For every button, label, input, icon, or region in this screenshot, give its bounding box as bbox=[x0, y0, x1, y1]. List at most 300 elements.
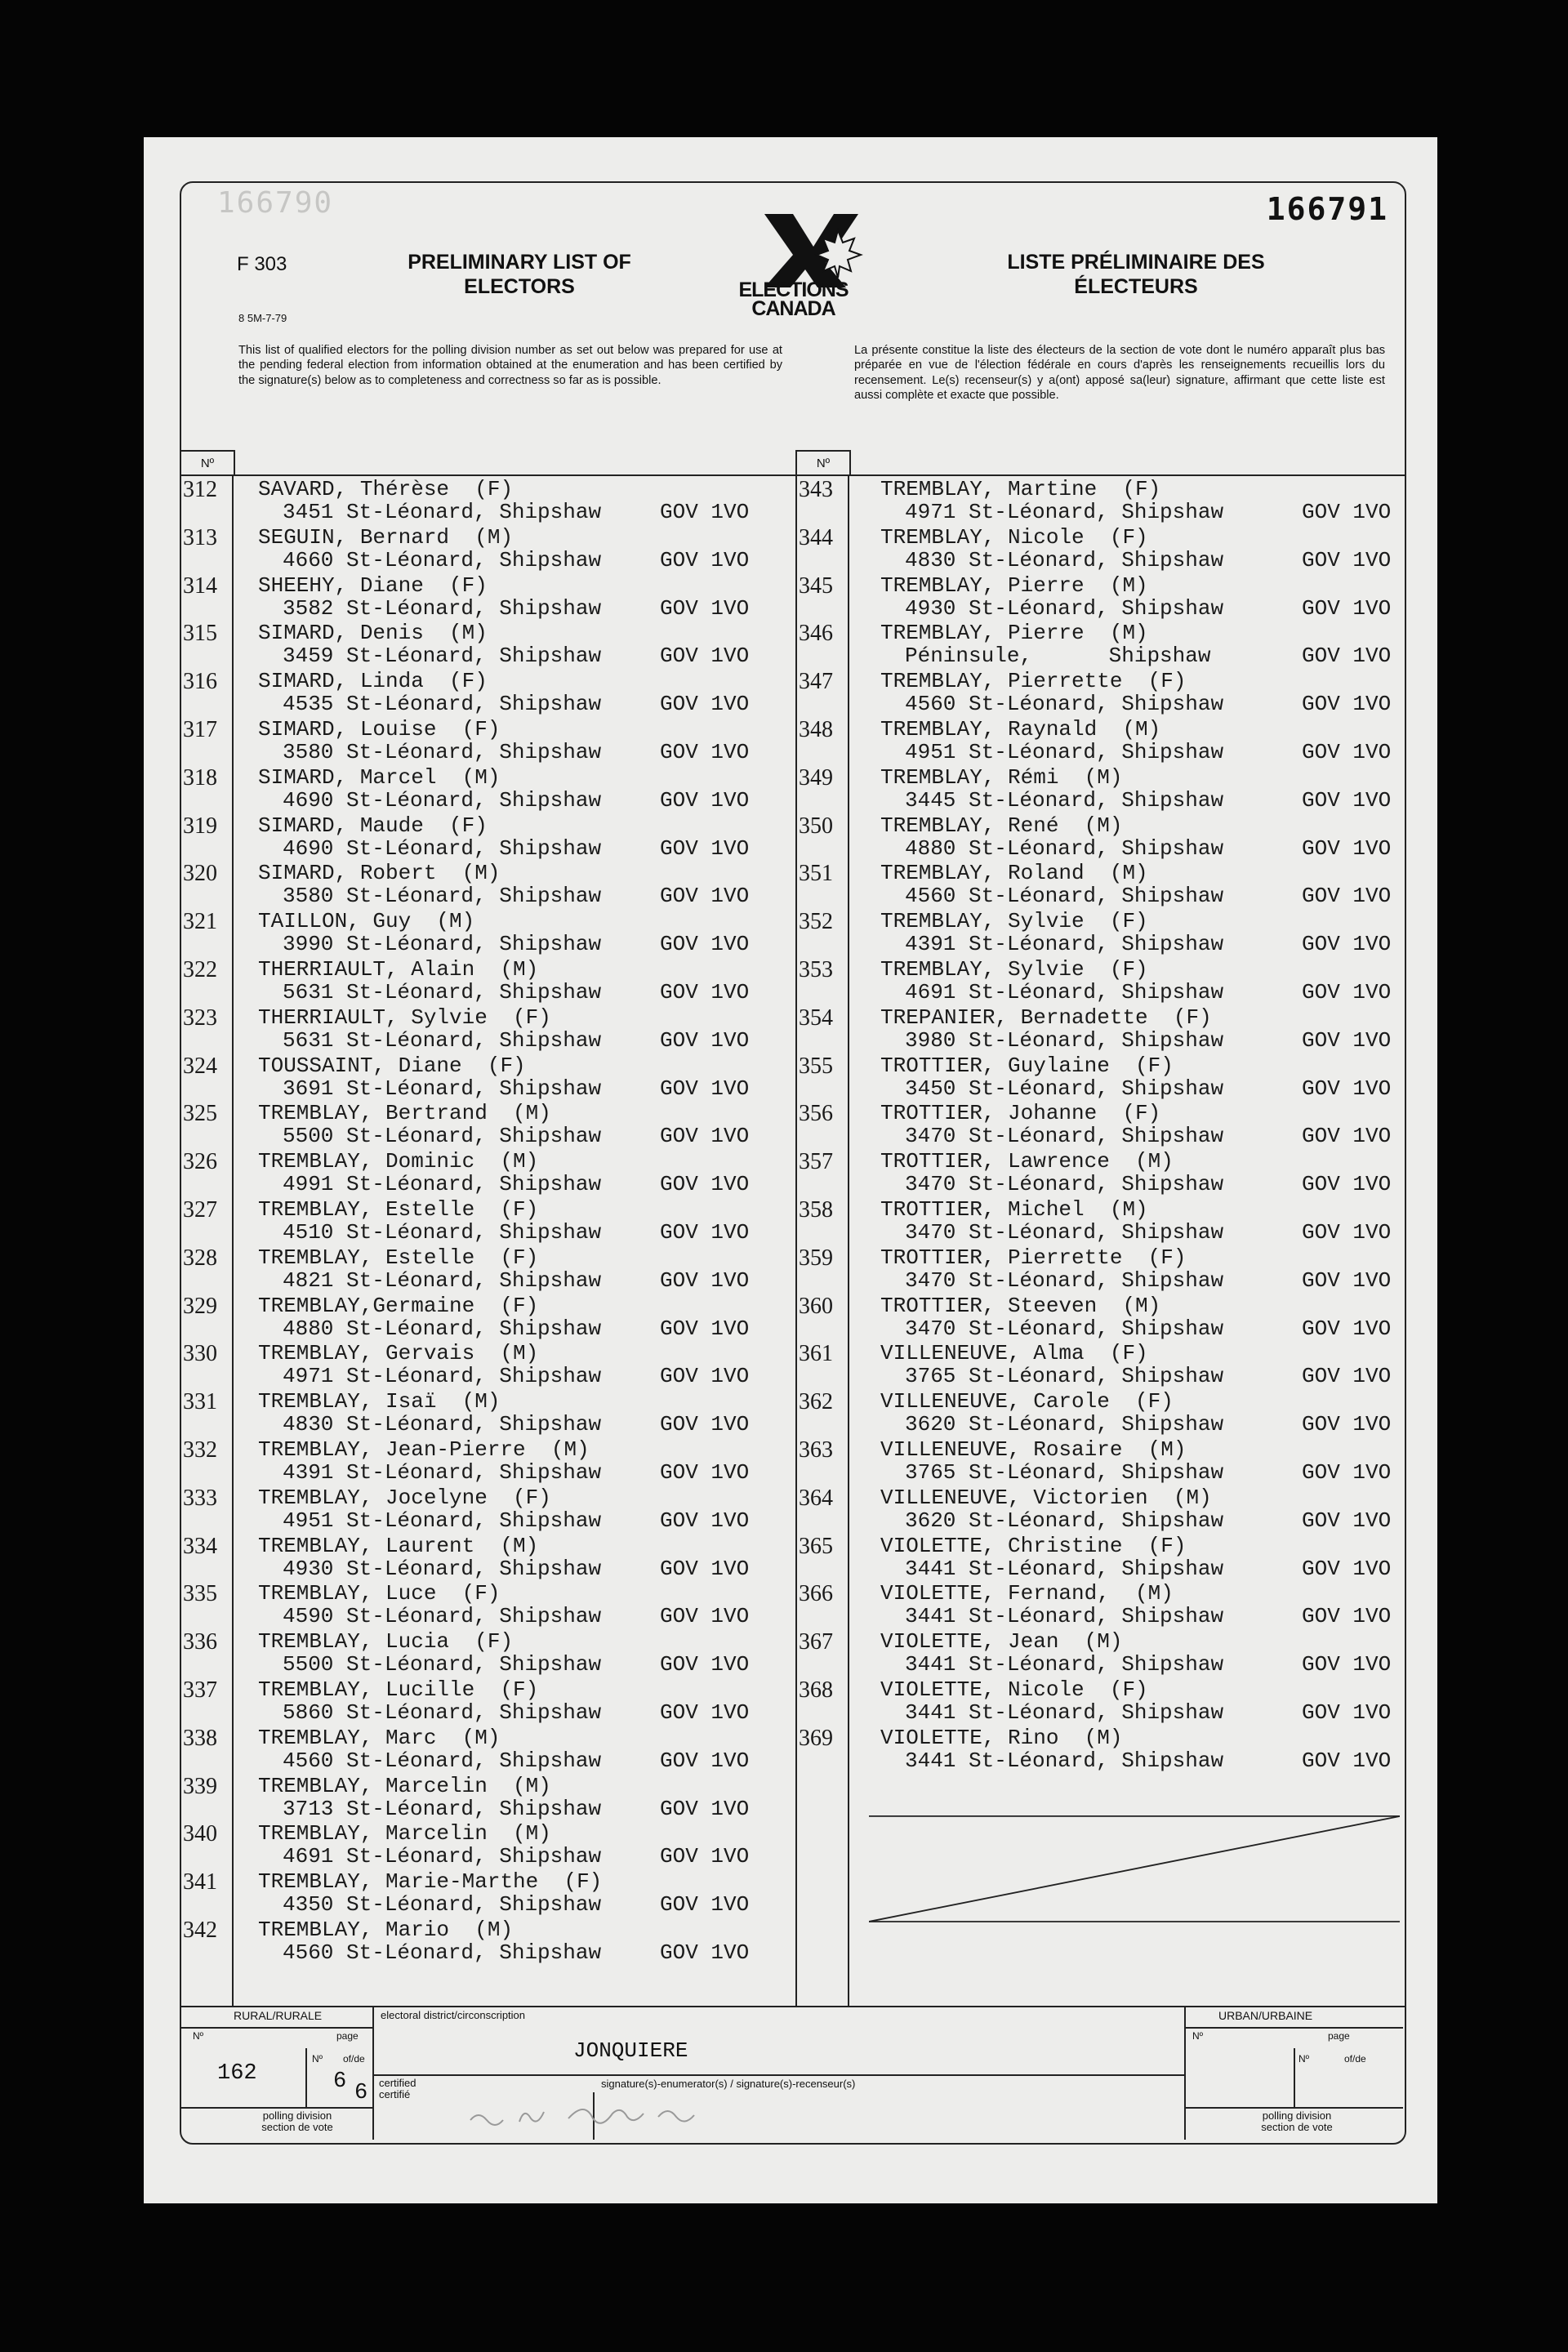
elector-address: 4691 St-Léonard, Shipshaw bbox=[905, 979, 1224, 1004]
elector-postal-code: GOV 1VO bbox=[1302, 1748, 1392, 1773]
elector-number: 324 bbox=[183, 1053, 217, 1079]
elector-address: 3441 St-Léonard, Shipshaw bbox=[905, 1556, 1224, 1581]
elector-entry bbox=[795, 1534, 1400, 1582]
elector-entry bbox=[180, 1245, 784, 1294]
elector-address: 3765 St-Léonard, Shipshaw bbox=[905, 1459, 1224, 1485]
elector-address: 5860 St-Léonard, Shipshaw bbox=[283, 1699, 602, 1725]
elector-entry bbox=[795, 1054, 1400, 1102]
certified-label bbox=[379, 2078, 416, 2100]
elector-postal-code: GOV 1VO bbox=[660, 1652, 750, 1677]
elector-address: 4691 St-Léonard, Shipshaw bbox=[283, 1844, 602, 1869]
elector-number: 335 bbox=[183, 1581, 217, 1607]
logo-wordmark-line1: ELECTIONS bbox=[738, 278, 849, 301]
elector-number: 326 bbox=[183, 1149, 217, 1175]
certified-label-fr: certifié bbox=[379, 2088, 411, 2100]
elector-address: 4590 St-Léonard, Shipshaw bbox=[283, 1604, 602, 1629]
urban-page-no-label: Nº bbox=[1298, 2053, 1310, 2065]
elector-name: VILLENEUVE, Carole (F) bbox=[880, 1389, 1174, 1414]
elector-entry bbox=[795, 717, 1400, 765]
elector-name: TREMBLAY, Roland (M) bbox=[880, 861, 1148, 886]
elector-name: TREMBLAY, Nicole (F) bbox=[880, 524, 1148, 550]
elector-address: 3441 St-Léonard, Shipshaw bbox=[905, 1604, 1224, 1629]
page-total: 6 bbox=[354, 2081, 368, 2105]
elector-number: 330 bbox=[183, 1341, 217, 1367]
elector-number: 352 bbox=[799, 909, 833, 935]
elector-postal-code: GOV 1VO bbox=[1302, 1364, 1392, 1389]
elector-entry bbox=[795, 1245, 1400, 1294]
elector-name: TROTTIER, Michel (M) bbox=[880, 1196, 1148, 1222]
elector-entry bbox=[180, 1821, 784, 1869]
elector-postal-code: GOV 1VO bbox=[660, 1316, 750, 1341]
elector-name: VIOLETTE, Rino (M) bbox=[880, 1725, 1123, 1750]
elector-entry bbox=[795, 669, 1400, 717]
elector-number: 341 bbox=[183, 1869, 217, 1895]
elector-entry bbox=[180, 1918, 784, 1966]
rural-page-no-label: Nº bbox=[312, 2053, 323, 2065]
elector-postal-code: GOV 1VO bbox=[1302, 932, 1392, 957]
elector-entry bbox=[795, 765, 1400, 813]
elector-address: 3470 St-Léonard, Shipshaw bbox=[905, 1172, 1224, 1197]
elector-number: 321 bbox=[183, 909, 217, 935]
elector-number: 348 bbox=[799, 716, 833, 742]
rural-page-label: page bbox=[336, 2030, 359, 2042]
elector-address: 4690 St-Léonard, Shipshaw bbox=[283, 787, 602, 813]
elector-entry bbox=[180, 957, 784, 1005]
elector-entry bbox=[180, 1149, 784, 1197]
elector-number: 312 bbox=[183, 477, 217, 502]
elector-entry bbox=[180, 1774, 784, 1822]
rural-label: RURAL/RURALE bbox=[234, 2009, 323, 2022]
elector-postal-code: GOV 1VO bbox=[660, 1267, 750, 1293]
elector-address: 3620 St-Léonard, Shipshaw bbox=[905, 1412, 1224, 1437]
elector-number: 329 bbox=[183, 1293, 217, 1319]
elector-name: TREMBLAY, Lucia (F) bbox=[258, 1629, 514, 1655]
electors-column-right bbox=[795, 477, 1400, 1774]
elector-number: 351 bbox=[799, 861, 833, 887]
elector-entry bbox=[180, 717, 784, 765]
elector-number: 320 bbox=[183, 861, 217, 887]
rural-divider bbox=[372, 2006, 374, 2140]
elector-postal-code: GOV 1VO bbox=[1302, 1604, 1392, 1629]
elector-number: 332 bbox=[183, 1437, 217, 1463]
elector-number: 325 bbox=[183, 1101, 217, 1127]
elector-name: TREMBLAY, Mario (M) bbox=[258, 1917, 514, 1942]
elector-address: 3441 St-Léonard, Shipshaw bbox=[905, 1652, 1224, 1677]
elector-address: 4660 St-Léonard, Shipshaw bbox=[283, 547, 602, 572]
elector-entry bbox=[795, 909, 1400, 957]
elector-address: 3580 St-Léonard, Shipshaw bbox=[283, 739, 602, 764]
elector-entry bbox=[795, 477, 1400, 525]
elector-name: TREMBLAY, Marcelin (M) bbox=[258, 1773, 551, 1798]
title-french-line2: ÉLECTEURS bbox=[1074, 275, 1198, 298]
elector-postal-code: GOV 1VO bbox=[660, 1459, 750, 1485]
elector-address: 5631 St-Léonard, Shipshaw bbox=[283, 979, 602, 1004]
elector-number: 361 bbox=[799, 1341, 833, 1367]
elector-name: SAVARD, Thérèse (F) bbox=[258, 477, 514, 501]
elector-postal-code: GOV 1VO bbox=[660, 932, 750, 957]
elector-name: TREMBLAY,Germaine (F) bbox=[258, 1293, 539, 1318]
district-rule bbox=[372, 2074, 1184, 2076]
elector-name: TREMBLAY, Martine (F) bbox=[880, 477, 1161, 501]
elector-postal-code: GOV 1VO bbox=[660, 500, 750, 524]
elector-address: 4830 St-Léonard, Shipshaw bbox=[905, 547, 1224, 572]
elector-address: 3691 St-Léonard, Shipshaw bbox=[283, 1076, 602, 1101]
elector-number: 336 bbox=[183, 1629, 217, 1655]
elector-number: 328 bbox=[183, 1245, 217, 1271]
elector-name: SIMARD, Maude (F) bbox=[258, 813, 488, 838]
elector-entry bbox=[795, 1677, 1400, 1726]
elector-number: 340 bbox=[183, 1821, 217, 1847]
elector-address: 3451 St-Léonard, Shipshaw bbox=[283, 500, 602, 524]
elector-postal-code: GOV 1VO bbox=[660, 884, 750, 909]
urban-page-label: page bbox=[1328, 2030, 1350, 2042]
elector-name: TREMBLAY, Luce (F) bbox=[258, 1581, 501, 1606]
elector-entry bbox=[180, 1437, 784, 1486]
elector-address: 4535 St-Léonard, Shipshaw bbox=[283, 692, 602, 717]
elector-postal-code: GOV 1VO bbox=[660, 547, 750, 572]
elector-address: 4560 St-Léonard, Shipshaw bbox=[905, 884, 1224, 909]
elector-entry bbox=[180, 1486, 784, 1534]
certified-label-en: certified bbox=[379, 2077, 416, 2089]
elector-address: 4991 St-Léonard, Shipshaw bbox=[283, 1172, 602, 1197]
elector-address: 4880 St-Léonard, Shipshaw bbox=[283, 1316, 602, 1341]
elector-number: 316 bbox=[183, 669, 217, 695]
elector-address: 4350 St-Léonard, Shipshaw bbox=[283, 1892, 602, 1918]
elector-postal-code: GOV 1VO bbox=[660, 692, 750, 717]
elector-address: 4690 St-Léonard, Shipshaw bbox=[283, 835, 602, 861]
serial-number: 166791 bbox=[1266, 191, 1388, 227]
rural-page-divider bbox=[305, 2048, 307, 2107]
rural-header-rule bbox=[180, 2027, 372, 2029]
elector-postal-code: GOV 1VO bbox=[1302, 1699, 1392, 1725]
number-header-left: Nº bbox=[180, 450, 235, 476]
title-english-line2: ELECTORS bbox=[464, 275, 575, 298]
polling-division-label-fr: section de vote bbox=[1261, 2121, 1333, 2133]
urban-divider bbox=[1184, 2006, 1186, 2140]
elector-number: 327 bbox=[183, 1196, 217, 1223]
elector-number: 339 bbox=[183, 1773, 217, 1799]
title-english-line1: PRELIMINARY LIST OF bbox=[408, 251, 631, 274]
elector-postal-code: GOV 1VO bbox=[1302, 1076, 1392, 1101]
elector-postal-code: GOV 1VO bbox=[660, 1124, 750, 1149]
elector-name: TAILLON, Guy (M) bbox=[258, 909, 475, 934]
blank-area-cancellation bbox=[869, 1811, 1400, 2006]
elector-number: 357 bbox=[799, 1149, 833, 1175]
elector-number: 334 bbox=[183, 1533, 217, 1559]
elector-number: 367 bbox=[799, 1629, 833, 1655]
elector-postal-code: GOV 1VO bbox=[1302, 1459, 1392, 1485]
elector-postal-code: GOV 1VO bbox=[1302, 1219, 1392, 1245]
elector-address: 4560 St-Léonard, Shipshaw bbox=[283, 1940, 602, 1965]
elector-entry bbox=[795, 1294, 1400, 1342]
urban-header-rule bbox=[1184, 2027, 1403, 2029]
elector-entry bbox=[180, 477, 784, 525]
elector-number: 345 bbox=[799, 572, 833, 599]
elector-postal-code: GOV 1VO bbox=[1302, 979, 1392, 1004]
elector-name: TROTTIER, Pierrette (F) bbox=[880, 1245, 1187, 1270]
elector-number: 364 bbox=[799, 1485, 833, 1511]
elector-entry bbox=[795, 1726, 1400, 1774]
elector-number: 350 bbox=[799, 813, 833, 839]
elector-entry bbox=[180, 1869, 784, 1918]
elector-address: 3980 St-Léonard, Shipshaw bbox=[905, 1027, 1224, 1053]
elector-address: 4930 St-Léonard, Shipshaw bbox=[905, 595, 1224, 621]
district-value: JONQUIERE bbox=[573, 2038, 688, 2063]
elector-name: VILLENEUVE, Alma (F) bbox=[880, 1341, 1148, 1366]
rural-no-label: Nº bbox=[193, 2030, 204, 2042]
elector-entry bbox=[795, 1629, 1400, 1677]
elector-postal-code: GOV 1VO bbox=[1302, 547, 1392, 572]
elector-name: TOUSSAINT, Diane (F) bbox=[258, 1053, 526, 1078]
elector-number: 323 bbox=[183, 1004, 217, 1031]
print-code: 8 5M-7-79 bbox=[238, 312, 287, 324]
elector-entry bbox=[795, 573, 1400, 621]
elector-name: SIMARD, Louise (F) bbox=[258, 716, 501, 742]
elector-address: 5500 St-Léonard, Shipshaw bbox=[283, 1652, 602, 1677]
elector-postal-code: GOV 1VO bbox=[660, 739, 750, 764]
elector-postal-code: GOV 1VO bbox=[1302, 1267, 1392, 1293]
elector-postal-code: GOV 1VO bbox=[660, 1699, 750, 1725]
elector-address: 4930 St-Léonard, Shipshaw bbox=[283, 1556, 602, 1581]
elector-entry bbox=[795, 525, 1400, 573]
elector-postal-code: GOV 1VO bbox=[660, 1892, 750, 1918]
urban-no-label: Nº bbox=[1192, 2030, 1204, 2042]
elector-entry bbox=[180, 573, 784, 621]
elector-name: SHEEHY, Diane (F) bbox=[258, 572, 488, 598]
elector-entry bbox=[180, 525, 784, 573]
elector-postal-code: GOV 1VO bbox=[1302, 787, 1392, 813]
intro-text-french: La présente constitue la liste des électeurs de la section de vote dont le numéro apparaît plus bas préparée en vue de l'élection fédérale en cours d'après les renseignements recueillis lors du recensement. Le(s) recenseur(s) y a(ont) apposé sa(leur) signature, affirmant que cette liste est aussi complète et exacte que possible. bbox=[854, 344, 1385, 403]
elector-postal-code: GOV 1VO bbox=[660, 1940, 750, 1965]
elector-address: 3459 St-Léonard, Shipshaw bbox=[283, 644, 602, 669]
elector-name: VIOLETTE, Nicole (F) bbox=[880, 1677, 1148, 1702]
elector-name: TROTTIER, Lawrence (M) bbox=[880, 1149, 1174, 1174]
elector-entry bbox=[795, 621, 1400, 669]
elector-postal-code: GOV 1VO bbox=[660, 1796, 750, 1821]
district-label: electoral district/circonscription bbox=[381, 2009, 526, 2021]
elector-entry bbox=[180, 1341, 784, 1389]
elector-postal-code: GOV 1VO bbox=[1302, 595, 1392, 621]
elector-name: TREMBLAY, Raynald (M) bbox=[880, 716, 1161, 742]
elector-entry bbox=[180, 861, 784, 909]
elector-number: 342 bbox=[183, 1917, 217, 1943]
elector-entry bbox=[795, 1005, 1400, 1054]
elector-entry bbox=[795, 861, 1400, 909]
elector-name: TROTTIER, Steeven (M) bbox=[880, 1293, 1161, 1318]
elector-postal-code: GOV 1VO bbox=[1302, 1172, 1392, 1197]
signature-label: signature(s)-enumerator(s) / signature(s)-recenseur(s) bbox=[601, 2078, 856, 2090]
elector-address: 4560 St-Léonard, Shipshaw bbox=[283, 1748, 602, 1773]
elector-entry bbox=[180, 1677, 784, 1726]
elector-name: TREMBLAY, Jean-Pierre (M) bbox=[258, 1437, 590, 1462]
elector-number: 333 bbox=[183, 1485, 217, 1511]
elector-number: 369 bbox=[799, 1725, 833, 1751]
elector-number: 349 bbox=[799, 764, 833, 791]
elector-address: 5500 St-Léonard, Shipshaw bbox=[283, 1124, 602, 1149]
elector-postal-code: GOV 1VO bbox=[660, 1364, 750, 1389]
elector-address: 4830 St-Léonard, Shipshaw bbox=[283, 1412, 602, 1437]
elector-entry bbox=[795, 1437, 1400, 1486]
elector-entry bbox=[180, 669, 784, 717]
elector-number: 344 bbox=[799, 524, 833, 550]
elector-entry bbox=[180, 1629, 784, 1677]
elector-postal-code: GOV 1VO bbox=[1302, 1508, 1392, 1533]
elector-number: 358 bbox=[799, 1196, 833, 1223]
elector-name: TREMBLAY, Pierre (M) bbox=[880, 621, 1148, 646]
elector-address: 4880 St-Léonard, Shipshaw bbox=[905, 835, 1224, 861]
elector-name: TREMBLAY, Marcelin (M) bbox=[258, 1821, 551, 1846]
elector-name: TREPANIER, Bernadette (F) bbox=[880, 1004, 1212, 1030]
urban-label: URBAN/URBAINE bbox=[1218, 2009, 1313, 2022]
elector-entry bbox=[180, 1581, 784, 1629]
elector-number: 322 bbox=[183, 956, 217, 982]
elector-postal-code: GOV 1VO bbox=[1302, 884, 1392, 909]
elector-address: 4951 St-Léonard, Shipshaw bbox=[905, 739, 1224, 764]
elector-entry bbox=[180, 1101, 784, 1149]
polling-division-label-en: polling division bbox=[1262, 2109, 1332, 2122]
elector-address: 3441 St-Léonard, Shipshaw bbox=[905, 1748, 1224, 1773]
elector-number: 319 bbox=[183, 813, 217, 839]
elector-entry bbox=[795, 813, 1400, 862]
elector-number: 338 bbox=[183, 1725, 217, 1751]
elector-number: 343 bbox=[799, 477, 833, 502]
elector-entry bbox=[180, 1197, 784, 1245]
elector-postal-code: GOV 1VO bbox=[660, 979, 750, 1004]
elector-entry bbox=[795, 957, 1400, 1005]
elector-address: 3470 St-Léonard, Shipshaw bbox=[905, 1316, 1224, 1341]
elector-address: 3441 St-Léonard, Shipshaw bbox=[905, 1699, 1224, 1725]
elector-entry bbox=[795, 1581, 1400, 1629]
title-french-line1: LISTE PRÉLIMINAIRE DES bbox=[1007, 251, 1265, 274]
elector-name: THERRIAULT, Sylvie (F) bbox=[258, 1004, 551, 1030]
faded-serial-number: 166790 bbox=[217, 186, 334, 220]
elector-name: TREMBLAY, Dominic (M) bbox=[258, 1149, 539, 1174]
elector-address: Péninsule, Shipshaw bbox=[905, 644, 1211, 669]
elector-number: 355 bbox=[799, 1053, 833, 1079]
elector-name: TREMBLAY, Pierrette (F) bbox=[880, 669, 1187, 694]
polling-division-label-fr: section de vote bbox=[261, 2121, 333, 2133]
elector-postal-code: GOV 1VO bbox=[660, 1219, 750, 1245]
elector-postal-code: GOV 1VO bbox=[660, 1844, 750, 1869]
elector-address: 3620 St-Léonard, Shipshaw bbox=[905, 1508, 1224, 1533]
elector-address: 4391 St-Léonard, Shipshaw bbox=[283, 1459, 602, 1485]
polling-division-number: 162 bbox=[217, 2061, 257, 2086]
elector-number: 315 bbox=[183, 621, 217, 647]
elector-postal-code: GOV 1VO bbox=[660, 787, 750, 813]
elector-name: TREMBLAY, Estelle (F) bbox=[258, 1245, 539, 1270]
elector-entry bbox=[795, 1341, 1400, 1389]
elector-number: 313 bbox=[183, 524, 217, 550]
logo-wordmark bbox=[722, 278, 865, 320]
elector-number: 354 bbox=[799, 1004, 833, 1031]
elector-name: SIMARD, Marcel (M) bbox=[258, 764, 501, 790]
elector-name: VILLENEUVE, Victorien (M) bbox=[880, 1485, 1212, 1510]
elector-address: 3450 St-Léonard, Shipshaw bbox=[905, 1076, 1224, 1101]
elector-entry bbox=[180, 1534, 784, 1582]
elector-name: SIMARD, Denis (M) bbox=[258, 621, 488, 646]
elector-postal-code: GOV 1VO bbox=[660, 1556, 750, 1581]
elector-postal-code: GOV 1VO bbox=[660, 1508, 750, 1533]
elector-name: TREMBLAY, Isaï (M) bbox=[258, 1389, 501, 1414]
elector-number: 353 bbox=[799, 956, 833, 982]
elector-entry bbox=[180, 1389, 784, 1437]
elector-entry bbox=[795, 1389, 1400, 1437]
table-top-rule bbox=[180, 474, 1405, 476]
elector-address: 3765 St-Léonard, Shipshaw bbox=[905, 1364, 1224, 1389]
elector-name: TREMBLAY, Sylvie (F) bbox=[880, 956, 1148, 982]
elector-postal-code: GOV 1VO bbox=[1302, 739, 1392, 764]
elector-address: 4510 St-Léonard, Shipshaw bbox=[283, 1219, 602, 1245]
elector-name: TROTTIER, Guylaine (F) bbox=[880, 1053, 1174, 1078]
intro-text-english: This list of qualified electors for the polling division number as set out below was prepared for use at the pending federal election from information obtained at the enumeration and has been certified by the signature(s) below as to completeness and correctness so far as is possible. bbox=[238, 344, 782, 387]
elector-name: VIOLETTE, Christine (F) bbox=[880, 1533, 1187, 1558]
elector-postal-code: GOV 1VO bbox=[1302, 1556, 1392, 1581]
elector-number: 318 bbox=[183, 764, 217, 791]
title-french bbox=[944, 250, 1328, 299]
elector-address: 4971 St-Léonard, Shipshaw bbox=[283, 1364, 602, 1389]
elector-number: 356 bbox=[799, 1101, 833, 1127]
elector-name: SEGUIN, Bernard (M) bbox=[258, 524, 514, 550]
elector-name: TREMBLAY, Gervais (M) bbox=[258, 1341, 539, 1366]
elector-entry bbox=[795, 1197, 1400, 1245]
electors-list-form bbox=[144, 137, 1437, 2203]
elector-entry bbox=[180, 909, 784, 957]
elector-address: 3582 St-Léonard, Shipshaw bbox=[283, 595, 602, 621]
elector-postal-code: GOV 1VO bbox=[1302, 1652, 1392, 1677]
elector-address: 3470 St-Léonard, Shipshaw bbox=[905, 1219, 1224, 1245]
elector-address: 4951 St-Léonard, Shipshaw bbox=[283, 1508, 602, 1533]
elector-address: 4560 St-Léonard, Shipshaw bbox=[905, 692, 1224, 717]
elector-name: TREMBLAY, René (M) bbox=[880, 813, 1123, 838]
elector-number: 362 bbox=[799, 1389, 833, 1415]
elector-name: THERRIAULT, Alain (M) bbox=[258, 956, 539, 982]
elector-entry bbox=[180, 1005, 784, 1054]
polling-division-label-urban bbox=[1240, 2110, 1354, 2133]
elector-number: 366 bbox=[799, 1581, 833, 1607]
elector-postal-code: GOV 1VO bbox=[660, 1172, 750, 1197]
elector-postal-code: GOV 1VO bbox=[660, 595, 750, 621]
elector-name: TREMBLAY, Sylvie (F) bbox=[880, 909, 1148, 934]
elector-postal-code: GOV 1VO bbox=[1302, 835, 1392, 861]
elector-name: TREMBLAY, Estelle (F) bbox=[258, 1196, 539, 1222]
urban-of-label: of/de bbox=[1344, 2053, 1366, 2065]
elector-postal-code: GOV 1VO bbox=[1302, 692, 1392, 717]
number-header-right: Nº bbox=[795, 450, 851, 476]
elector-name: VIOLETTE, Fernand, (M) bbox=[880, 1581, 1174, 1606]
urban-bottom-rule bbox=[1184, 2107, 1403, 2109]
elector-address: 4971 St-Léonard, Shipshaw bbox=[905, 500, 1224, 524]
elector-name: TREMBLAY, Pierre (M) bbox=[880, 572, 1148, 598]
enumerator-signature bbox=[454, 2097, 862, 2130]
elector-entry bbox=[795, 1149, 1400, 1197]
elector-name: TROTTIER, Johanne (F) bbox=[880, 1101, 1161, 1126]
elector-number: 368 bbox=[799, 1677, 833, 1703]
elector-name: SIMARD, Linda (F) bbox=[258, 669, 488, 694]
elector-name: TREMBLAY, Laurent (M) bbox=[258, 1533, 539, 1558]
elector-postal-code: GOV 1VO bbox=[1302, 1412, 1392, 1437]
elector-entry bbox=[180, 765, 784, 813]
form-code: F 303 bbox=[237, 253, 287, 275]
elector-name: TREMBLAY, Marc (M) bbox=[258, 1725, 501, 1750]
elector-name: TREMBLAY, Bertrand (M) bbox=[258, 1101, 551, 1126]
title-english bbox=[348, 250, 691, 299]
elector-address: 3445 St-Léonard, Shipshaw bbox=[905, 787, 1224, 813]
elector-address: 3470 St-Léonard, Shipshaw bbox=[905, 1124, 1224, 1149]
logo-wordmark-line2: CANADA bbox=[751, 297, 835, 320]
elector-postal-code: GOV 1VO bbox=[660, 644, 750, 669]
signature-scribble bbox=[470, 2109, 694, 2125]
elector-postal-code: GOV 1VO bbox=[1302, 644, 1392, 669]
